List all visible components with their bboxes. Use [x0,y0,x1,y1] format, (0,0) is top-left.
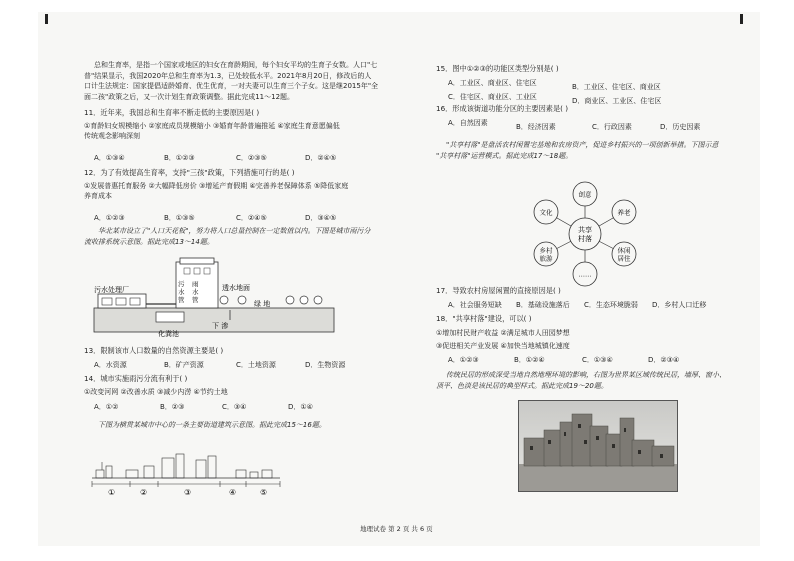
q12-option-a[interactable]: A．①②③ [94,214,125,222]
q12-option-c[interactable]: C．②④⑤ [236,214,267,222]
q13-option-c[interactable]: C．土地资源 [236,361,276,369]
question-items: ①发展普惠托育服务 ②大幅降低房价 ③增延产育假期 ④完善养老保障体系 ⑤降低家庭 [84,181,349,190]
q11-option-c[interactable]: C．②③⑤ [236,154,267,162]
village-node-label: 创意 [578,190,592,199]
q13-option-a[interactable]: A．水资源 [94,361,127,369]
registration-mark-right [740,14,743,24]
intro-line: 面二孩"政策之后，又一次计划生育政策调整。据此完成11～12题。 [84,92,295,101]
question-17 [436,286,561,297]
question-stem: 14．城市实施雨污分流有利于( ) [84,374,188,383]
question-items: ①增加村民财产收益 ②满足城市人田园梦想 [436,328,570,337]
q14-option-c[interactable]: C．③④ [222,403,247,411]
village-node-label: 乡村 [539,246,553,255]
village-node-label: …… [578,270,592,279]
permeable-label: 透水地面 [222,284,250,292]
intro-3: 下图为横贯某城市中心的一条主要街道建筑示意图。据此完成15～16题。 [98,421,326,429]
pipe-label: 水 [192,288,199,296]
street-zone-label: ② [140,488,148,497]
question-12 [84,168,348,202]
center-label-line2: 村落 [578,235,592,243]
village-node-label: 旅游 [539,254,553,263]
question-stem: 16．形成该街道功能分区的主要因素是( ) [436,104,569,113]
question-14 [84,374,228,397]
question-13 [84,346,223,357]
q15-option-b[interactable]: B．工业区、住宅区、商业区 [572,83,661,91]
question-stem: 15．图中①②③的功能区类型分别是( ) [436,64,559,73]
center-label-line1: 共享 [578,226,592,234]
page-footer: 地理试卷 第 2 页 共 6 页 [360,525,433,533]
q13-option-d[interactable]: D．生物资源 [305,361,346,369]
q16-option-c[interactable]: C．行政因素 [592,123,632,131]
street-zone-label: ③ [184,488,192,497]
question-items: 传统观念影响深刻 [84,132,140,140]
q12-option-d[interactable]: D．③④⑤ [305,214,337,222]
left-column [84,60,378,102]
tree-icon [220,296,322,304]
question-15 [436,64,559,75]
question-stem: 17．导致农村房屋闲置的直接原因是( ) [436,286,561,295]
q16-option-a[interactable]: A．自然因素 [448,119,488,127]
village-node-label: 文化 [539,208,553,217]
q16-option-d[interactable]: D．历史因素 [660,123,701,131]
q15-option-a[interactable]: A．工业区、商业区、住宅区 [448,79,537,87]
street-zone-label: ④ [229,488,237,497]
infiltration-label: 下 渗 [212,322,229,330]
q18-option-a[interactable]: A．①②③ [448,356,479,364]
intro-line: 口计生法规定：国家提倡适龄婚育、优生优育，一对夫妻可以生育三个子女。这是继2015年"全 [84,82,379,90]
q17-option-b[interactable]: B．基础设施落后 [516,301,570,309]
question-16 [436,104,568,115]
intro-2 [84,226,370,247]
q15-option-d[interactable]: D．商业区、工业区、住宅区 [572,97,662,105]
intro-line: "共享村落"运营模式。据此完成17～18题。 [436,151,573,160]
q17-option-d[interactable]: D．乡村人口迁移 [652,301,707,309]
question-items: ①改变河网 ②改善水质 ③减少内涝 ④节约土地 [84,387,228,396]
intro-line: "共享村落"是盘活农村闲置宅基地和农房资产，促进乡村振兴的一项创新举措。下图示意 [446,141,719,149]
question-stem: 11．近年来，我国总和生育率不断走低的主要原因是( ) [84,108,260,117]
intro-4 [436,140,718,161]
q12-option-b[interactable]: B．①③⑤ [164,214,195,222]
q18-option-b[interactable]: B．①②④ [514,356,545,364]
intro-line: 总和生育率，是指一个国家或地区的妇女在育龄期间，每个妇女平均的生育子女数。人口"七 [94,61,378,69]
question-items: ①育龄妇女规模缩小 ②家庭成员规模缩小 ③婚育年龄普遍推延 ④家庭生育意愿偏低 [84,121,340,130]
q16-option-b[interactable]: B．经济因素 [516,123,556,131]
q11-option-d[interactable]: D．②④⑤ [305,154,337,162]
question-stem: 12．为了有效提高生育率，支持"三孩"政策，下列措施可行的是( ) [84,168,295,177]
plant-label: 污水处理厂 [94,286,129,294]
traditional-dwelling-photo [518,400,678,492]
q14-option-b[interactable]: B．②③ [160,403,185,411]
pipe-label: 污 [178,280,185,288]
question-items: 养育成本 [84,192,112,200]
shared-village-diagram [520,180,650,288]
q14-option-a[interactable]: A．①② [94,403,119,411]
city-drainage-diagram [84,254,346,340]
q11-option-b[interactable]: B．①②③ [164,154,195,162]
question-stem: 13．限制该市人口数量的自然资源主要是( ) [84,346,224,355]
question-11 [84,108,340,142]
q13-option-b[interactable]: B．矿产资源 [164,361,204,369]
q15-option-c[interactable]: C．住宅区、商业区、工业区 [448,93,537,101]
village-node-label: 养老 [617,208,631,217]
intro-line: 华北某市设立了"人口天花板"，努力将人口总量控制在一定数值以内。下图是城市雨污分 [98,227,371,235]
question-stem: 18．"共享村落"建设，可以( ) [436,314,532,323]
registration-mark-left [45,14,48,24]
street-zone-label: ① [108,488,116,497]
question-18 [436,314,570,352]
q17-option-c[interactable]: C．生态环境脆弱 [584,301,638,309]
pipe-label: 管 [178,296,185,304]
q17-option-a[interactable]: A．社会服务短缺 [448,301,502,309]
pipe-label: 管 [192,296,199,304]
pipe-label: 水 [178,288,185,296]
facility-label: 化粪池 [158,330,179,338]
street-buildings-diagram [86,448,286,500]
pipe-label: 雨 [192,280,199,288]
q18-option-d[interactable]: D．②③④ [648,356,680,364]
intro-line: 流收排系统示意图。据此完成13～14题。 [84,237,214,246]
question-items: ③促进相关产业发展 ④加快当地城镇化速度 [436,342,570,350]
q18-option-c[interactable]: C．①③④ [582,356,613,364]
q11-option-a[interactable]: A．①③④ [94,154,125,162]
q14-option-d[interactable]: D．①④ [288,403,313,411]
village-node-label: 休闲 [617,246,631,255]
intro-line: 顶平、色淡是该民居的典型样式。据此完成19～20题。 [436,381,608,390]
green-label: 绿 地 [254,300,271,308]
intro-line: 普"结果显示，我国2020年总和生育率为1.3，已处较低水平。2021年8月20日，修改后的人 [84,71,372,80]
village-node-label: 居住 [617,254,631,263]
intro-5 [436,370,726,391]
intro-line: 传统民居的形成深受当地自然地理环境的影响，右图为世界某区域传统民居，墙厚、窗小、 [446,371,726,379]
street-zone-label: ⑤ [260,488,268,497]
